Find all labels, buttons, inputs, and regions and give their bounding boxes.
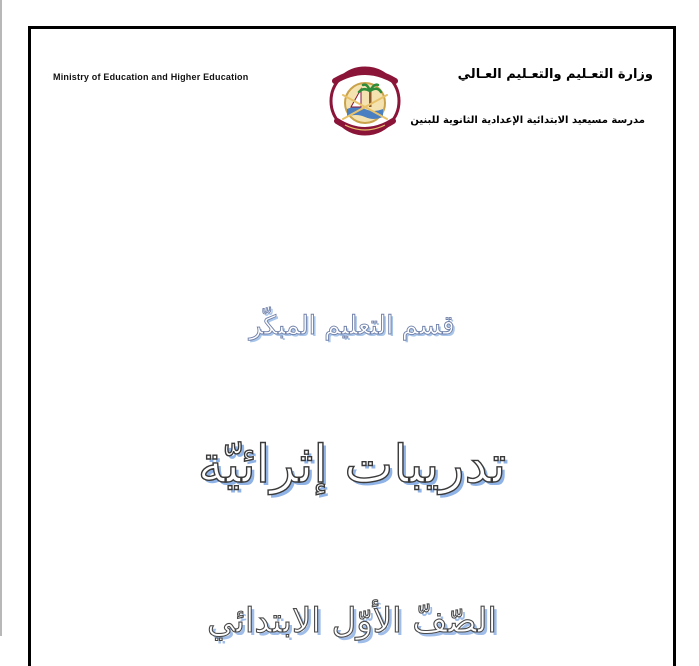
ministry-name-arabic: وزارة التعـليم والتعـليم العـالي [457,67,653,82]
page-edge [0,0,2,636]
school-name: مدرسة مسيعيد الابتدائية الإعدادية الثانوية للبنين [410,115,645,126]
ministry-name-english: Ministry of Education and Higher Education [53,72,249,82]
main-title: تدريبات إثرائيّة [197,435,507,495]
grade-level: الصّفّ الأوّل الابتدائي [207,601,497,641]
document-frame [28,26,676,666]
department-heading: قسم التعليم المبكّر [249,311,455,341]
qatar-emblem-icon [321,59,409,139]
